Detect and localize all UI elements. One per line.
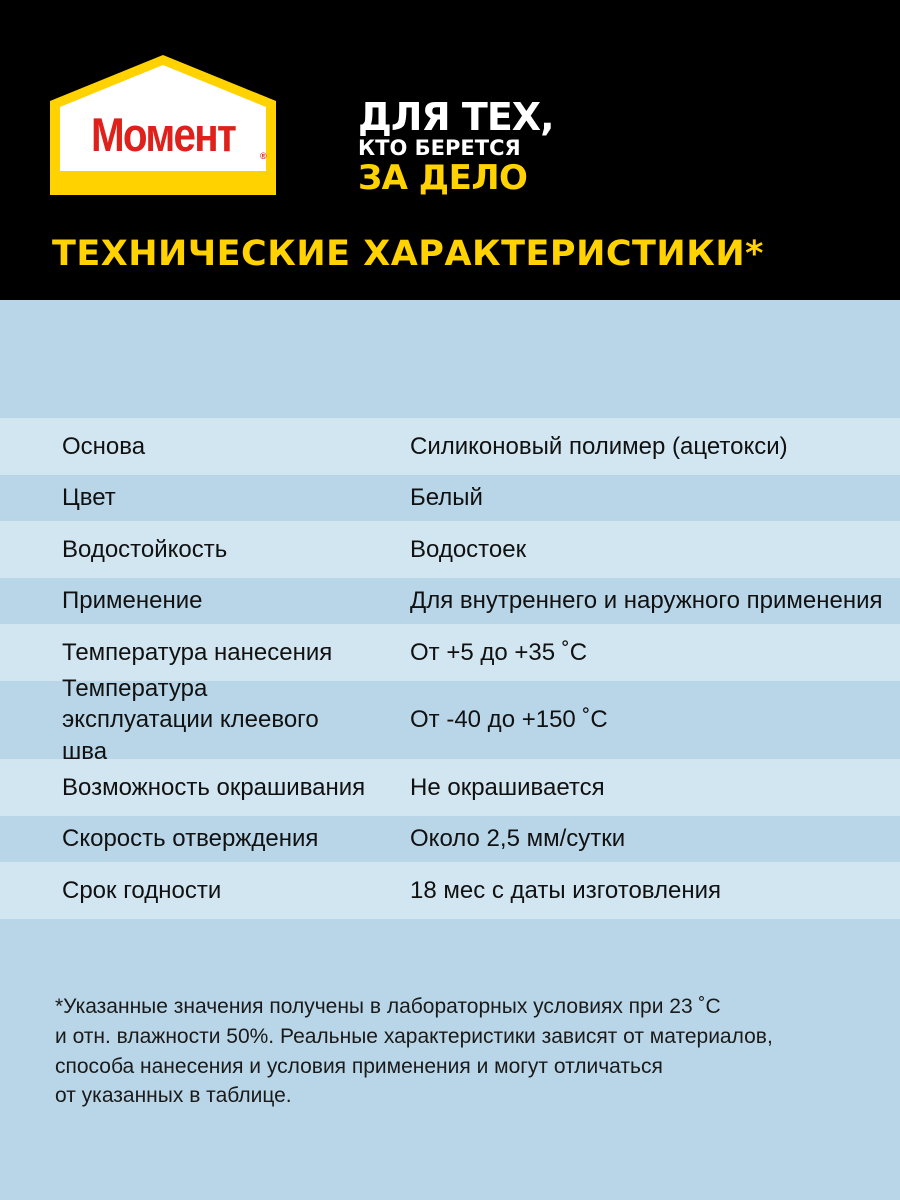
table-row <box>0 418 900 475</box>
spec-value: Силиконовый полимер (ацетокси) <box>410 432 788 460</box>
table-row <box>0 816 900 862</box>
logo-wordmark: Момент <box>90 108 236 161</box>
table-row <box>0 759 900 816</box>
slogan-line-1: ДЛЯ ТЕХ, <box>358 95 554 139</box>
table-row <box>0 578 900 624</box>
footnote-line: и отн. влажности 50%. Реальные характеристики зависят от материалов, <box>55 1024 773 1048</box>
slogan-line-3: ЗА ДЕЛО <box>358 158 528 198</box>
spec-value: Около 2,5 мм/сутки <box>410 825 626 853</box>
spec-label: Водостойкость <box>62 535 228 563</box>
spec-label: Скорость отверждения <box>62 825 319 853</box>
spec-label: Температура нанесения <box>62 638 333 666</box>
spec-value: 18 мес с даты изготовления <box>410 876 722 904</box>
table-row <box>0 675 900 765</box>
slogan-line-2: КТО БЕРЕТСЯ <box>358 136 521 160</box>
slogan <box>358 95 554 198</box>
table-row <box>0 475 900 521</box>
footnote-line: *Указанные значения получены в лабораторных условиях при 23 ˚С <box>55 995 721 1018</box>
spec-value: Водостоек <box>410 535 527 563</box>
spec-table <box>0 418 900 919</box>
table-row <box>0 521 900 578</box>
moment-logo <box>50 55 276 195</box>
header-banner <box>0 0 900 300</box>
footnote-line: от указанных в таблице. <box>55 1084 292 1108</box>
spec-label: Срок годности <box>62 876 222 904</box>
footnote-line: способа нанесения и условия применения и могут отличаться <box>55 1054 663 1078</box>
spec-label: Температура эксплуатации клеевого шва <box>62 675 319 765</box>
registered-mark: ® <box>260 151 267 161</box>
spec-label: Применение <box>62 587 203 615</box>
table-row <box>0 862 900 919</box>
spec-value: Для внутреннего и наружного применения <box>410 587 883 615</box>
spec-value: От +5 до +35 ˚С <box>410 638 588 666</box>
page-title: ТЕХНИЧЕСКИЕ ХАРАКТЕРИСТИКИ* <box>52 234 764 274</box>
spec-value: От -40 до +150 ˚С <box>410 706 608 734</box>
spec-value: Белый <box>410 484 483 512</box>
footnote <box>55 992 855 1111</box>
spec-label: Цвет <box>62 484 116 512</box>
spec-label: Основа <box>62 432 146 460</box>
spec-label: Возможность окрашивания <box>62 773 366 801</box>
spec-value: Не окрашивается <box>410 773 605 801</box>
